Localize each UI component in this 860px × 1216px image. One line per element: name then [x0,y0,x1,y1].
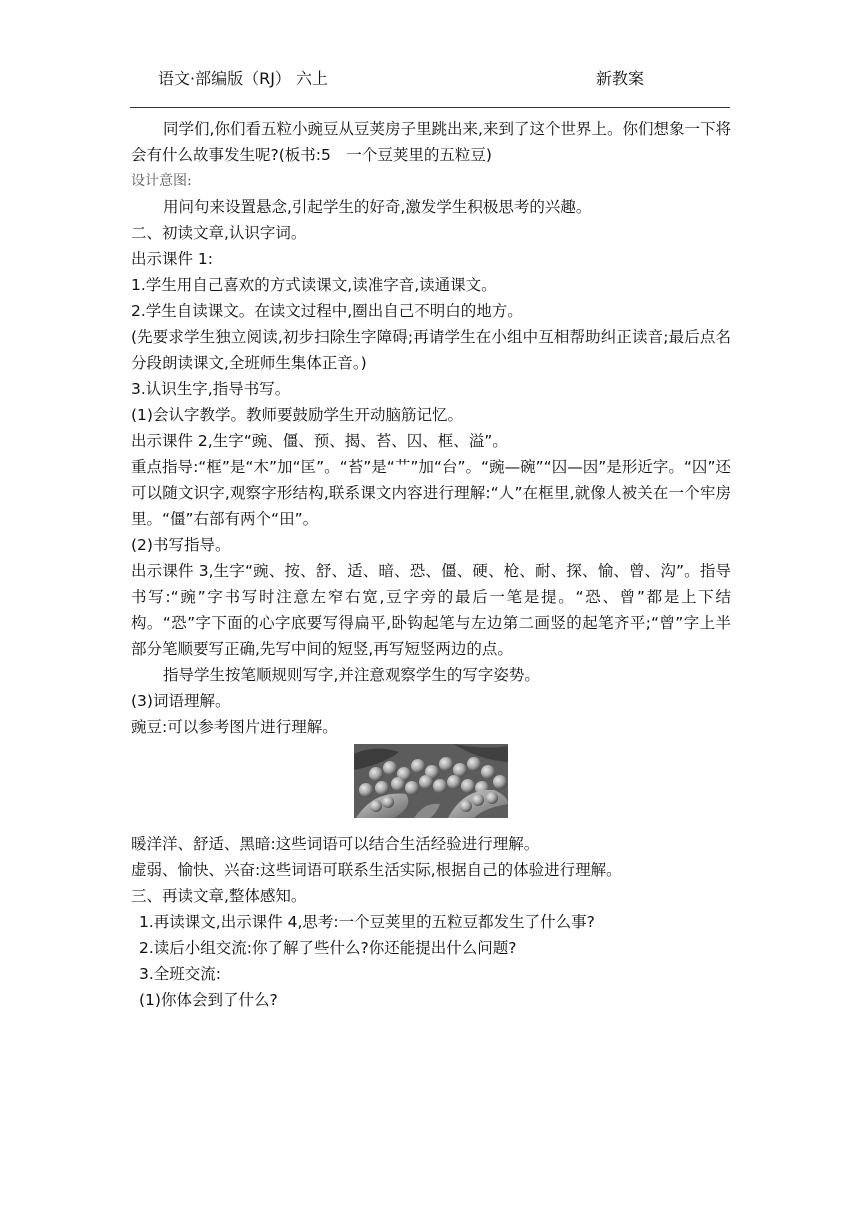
pea-pods-photo-icon [354,744,508,818]
sub-step-1: (1)会认字教学。教师要鼓励学生开动脑筋记忆。 [131,406,463,424]
design-intent-text: 用问句来设置悬念,引起学生的好奇,激发学生积极思考的兴趣。 [163,198,592,216]
word-note-2: 虚弱、愉快、兴奋:这些词语可联系生活实际,根据自己的体验进行理解。 [131,861,622,879]
sub-step-3: (3)词语理解。 [131,692,231,710]
section-heading-2: 二、初读文章,认识字词。 [131,224,307,242]
page-header-right: 新教案 [596,69,645,88]
step-1: 1.学生用自己喜欢的方式读课文,读准字音,读通课文。 [131,276,497,294]
header-rule [130,107,730,108]
reread-step-1: 1.再读课文,出示课件 4,思考:一个豆荚里的五粒豆都发生了什么事? [139,913,595,931]
design-intent-label: 设计意图: [131,173,192,189]
step-3: 3.认识生字,指导书写。 [131,380,291,398]
pea-photo-row [131,744,731,828]
reread-step-3: 3.全班交流: [139,965,222,983]
step-2: 2.学生自读课文。在读文过程中,圈出自己不明白的地方。 [131,302,523,320]
intro-paragraph: 同学们,你们看五粒小豌豆从豆荚房子里跳出来,来到了这个世界上。你们想象一下将会有什么故事发生呢?(板书:5 一个豆荚里的五粒豆) [131,120,731,164]
page-header-left: 语文·部编版（RJ） 六上 [158,69,329,88]
key-guidance: 重点指导:“框”是“木”加“匡”。“苔”是“艹”加“台”。“豌—碗”“囚—因”是形近字。“囚”还可以随文识字,观察字形结构,联系课文内容进行理解:“人”在框里,就像人被关在一个牢房里。“僵”右部有两个“田”。 [131,458,731,528]
reread-step-2: 2.读后小组交流:你了解了些什么?你还能提出什么问题? [139,939,517,957]
sub-step-2: (2)书写指导。 [131,536,231,554]
step-2-note: (先要求学生独立阅读,初步扫除生字障碍;再请学生在小组中互相帮助纠正读音;最后点名分段朗读课文,全班师生集体正音。) [131,328,731,372]
word-note-1: 暖洋洋、舒适、黑暗:这些词语可以结合生活经验进行理解。 [131,835,540,853]
reread-question-1: (1)你体会到了什么? [139,991,278,1009]
courseware-2: 出示课件 2,生字“豌、僵、预、揭、苔、囚、框、溢”。 [131,432,508,450]
courseware-3-guidance: 出示课件 3,生字“豌、按、舒、适、暗、恐、僵、硬、枪、耐、探、愉、曾、沟”。指导书写:“豌”字书写时注意左窄右宽,豆字旁的最后一笔是提。“恐、曾”都是上下结构。“恐”字下面的心字底要写得扁平,卧钩起笔与左边第二画竖的起笔齐平;“曾”字上半部分笔顺要写正确,先写中间的短竖,再写短竖两边的点。 [131,562,731,658]
writing-posture-note: 指导学生按笔顺规则写字,并注意观察学生的写字姿势。 [163,666,540,684]
pea-word-note: 豌豆:可以参考图片进行理解。 [131,718,338,736]
section-heading-3: 三、再读文章,整体感知。 [131,887,307,905]
document-body [131,116,731,1013]
courseware-1: 出示课件 1: [131,250,214,268]
